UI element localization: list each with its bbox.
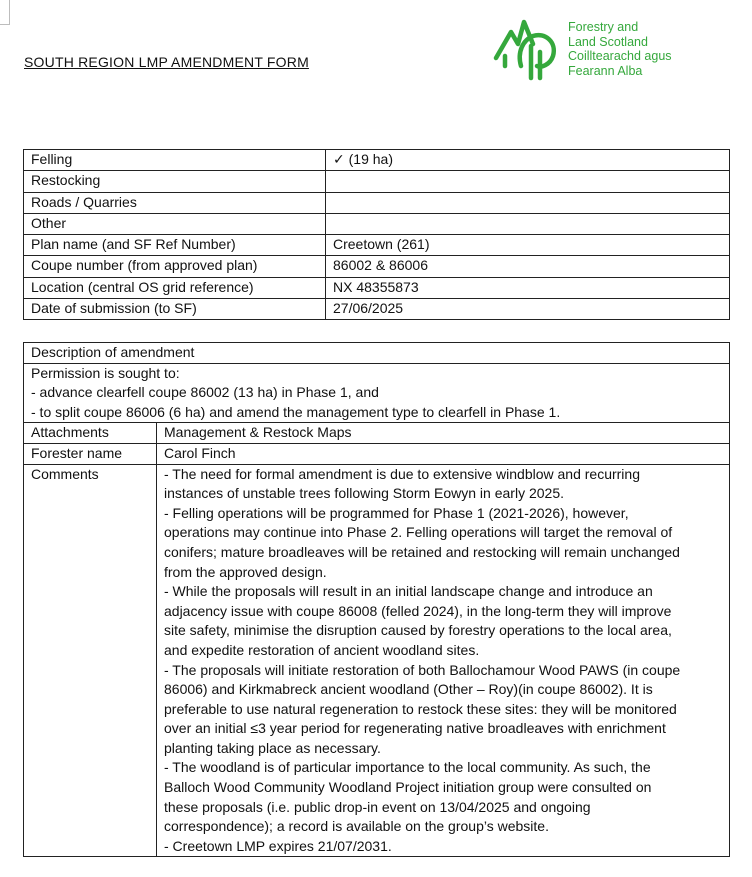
details-row (24, 277, 730, 298)
details-label-main: Date of submission (31, 300, 151, 317)
details-row (24, 150, 730, 171)
details-value: 27/06/2025 (326, 299, 730, 320)
description-line: Permission is sought to: (31, 364, 180, 381)
details-label (24, 150, 326, 171)
details-label-main: Other (31, 214, 67, 231)
attachments-label: Attachments (24, 423, 157, 444)
details-value (326, 171, 730, 192)
comment-line: planting taking place as necessary. (164, 739, 381, 756)
details-value: NX 48355873 (326, 277, 730, 298)
comments-label: Comments (24, 464, 157, 857)
details-label (24, 256, 326, 277)
fls-logo (493, 18, 743, 82)
details-row (24, 299, 730, 320)
comment-line: correspondence); a record is available on the group’s website. (164, 818, 549, 835)
comment-line: preferable to use natural regeneration to restock these sites: they will be monitored (164, 700, 677, 717)
details-value (326, 213, 730, 234)
comment-line: - The need for formal amendment is due to extensive windblow and recurring (164, 465, 640, 482)
details-label-main: Plan name (31, 236, 98, 253)
details-label (24, 235, 326, 256)
forester-row (24, 443, 730, 464)
details-value (326, 192, 730, 213)
logo-line-2: Land Scotland (568, 34, 648, 49)
details-label-suffix: (to SF) (150, 300, 197, 317)
details-row (24, 235, 730, 256)
details-label-main: Roads / Quarries (31, 193, 137, 210)
details-label (24, 299, 326, 320)
details-label-suffix: (and SF Ref Number) (97, 236, 236, 253)
attachments-row (24, 423, 730, 444)
details-row (24, 171, 730, 192)
details-row (24, 256, 730, 277)
logo-line-3: Coilltearachd agus (568, 49, 672, 63)
comment-line: over an initial ≤3 year period for regenerating native broadleaves with enrichment (164, 720, 666, 737)
logo-line-4: Fearann Alba (568, 63, 643, 78)
comment-line: operations may continue into Phase 2. Felling operations will target the removal of (164, 524, 673, 541)
details-row (24, 192, 730, 213)
details-table (23, 149, 730, 320)
forester-label: Forester name (24, 443, 157, 464)
attachments-value: Management & Restock Maps (157, 423, 730, 444)
amendment-heading: Description of amendment (24, 343, 730, 364)
comment-line: from the approved design. (164, 563, 327, 580)
details-value: 86002 & 86006 (326, 256, 730, 277)
description-row (24, 363, 730, 423)
comment-line: instances of unstable trees following Storm Eowyn in early 2025. (164, 485, 564, 502)
comment-line: adjacency issue with coupe 86008 (felled 2024), in the long-term they will improve (164, 602, 672, 619)
description-line: - advance clearfell coupe 86002 (13 ha) in Phase 1, and (31, 384, 379, 401)
details-label (24, 213, 326, 234)
page-corner-mark (0, 0, 10, 25)
amendment-heading-row (24, 343, 730, 364)
comment-line: conifers; mature broadleaves will be retained and restocking will remain unchanged (164, 543, 680, 560)
comment-line: site safety, minimise the disruption caused by forestry operations to the local area, (164, 622, 672, 639)
amendment-table (23, 342, 730, 857)
comment-line: 86006) and Kirkmabreck ancient woodland (Other – Roy)(in coupe 86002). It is (164, 681, 653, 698)
logo-line-1: Forestry and (568, 20, 639, 34)
details-label (24, 171, 326, 192)
forester-value: Carol Finch (157, 443, 730, 464)
comment-line: Balloch Wood Community Woodland Project initiation group were consulted on (164, 779, 652, 796)
comments-row (24, 464, 730, 857)
comment-line: - Felling operations will be programmed for Phase 1 (2021-2026), however, (164, 504, 629, 521)
details-label-main: Felling (31, 151, 73, 167)
details-label-suffix: (from approved plan) (123, 257, 258, 274)
description-cell (24, 363, 730, 423)
details-value: ✓ (19 ha) (326, 150, 730, 171)
comments-cell (157, 464, 730, 857)
details-label-suffix: (central OS grid reference) (83, 278, 254, 295)
details-label-main: Location (31, 278, 84, 295)
details-row (24, 213, 730, 234)
comment-line: - The woodland is of particular importance to the local community. As such, the (164, 759, 651, 776)
details-label-main: Coupe number (31, 257, 124, 274)
details-label (24, 277, 326, 298)
comment-line: - While the proposals will result in an initial landscape change and introduce an (164, 583, 653, 600)
form-title: SOUTH REGION LMP AMENDMENT FORM (24, 54, 309, 70)
logo-wordmark (568, 20, 743, 78)
details-label (24, 192, 326, 213)
comment-line: these proposals (i.e. public drop-in event on 13/04/2025 and ongoing (164, 798, 591, 815)
tree-logo-icon (493, 18, 565, 82)
comment-line: - Creetown LMP expires 21/07/2031. (164, 837, 392, 854)
comment-line: - The proposals will initiate restoration of both Ballochamour Wood PAWS (in coupe (164, 661, 681, 678)
details-value: Creetown (261) (326, 235, 730, 256)
comment-line: and expedite restoration of ancient woodland sites. (164, 641, 480, 658)
details-label-main: Restocking (31, 172, 101, 189)
description-line: - to split coupe 86006 (6 ha) and amend the management type to clearfell in Phase 1. (31, 403, 561, 420)
